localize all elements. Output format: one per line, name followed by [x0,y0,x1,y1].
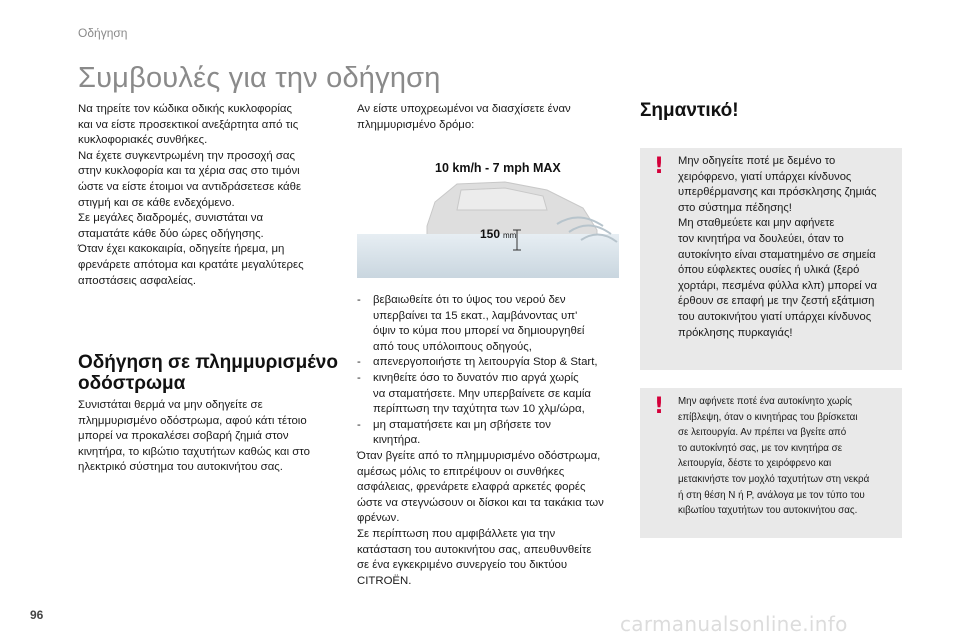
watermark: carmanualsonline.info [620,612,848,636]
warning-exclamation-icon: ! [654,154,665,179]
text-line: κινητήρα. [373,434,421,447]
text-line: Μην αφήνετε ποτέ ένα αυτοκίνητο χωρίς [678,396,852,407]
text-line: αποστάσεις ασφαλείας. [78,274,196,287]
text-line: επίβλεψη, όταν ο κινητήρας του βρίσκεται [678,411,858,423]
depth-unit: mm [503,231,517,240]
text-line: πλημμυρισμένο οδόστρωμα, αφού κάτι τέτοιο [78,414,307,427]
text-line: Όταν βγείτε από το πλημμυρισμένο οδόστρωμα, [357,449,601,462]
text-line: ώστε να είστε έτοιμοι να αντιδράσετεσε κάθε [78,180,302,193]
list-item [357,371,625,418]
text-line: κινητήρα, το κιβώτιο ταχυτήτων καθώς και στο [78,445,310,458]
warning-text [678,394,896,519]
text-line: μπορεί να προκαλέσει σοβαρή ζημιά στον [78,430,289,443]
depth-value: 150 [480,227,501,241]
bullet-dash: - [357,418,361,431]
text-line: το αυτοκίνητό σας, με τον κινητήρα σε [678,442,843,454]
text-line: ή στη θέση N ή P, ανάλογα με τον τύπο του [678,489,865,501]
forced-crossing-text [357,102,619,133]
text-line: υπερθέρμανσης και πρόσκλησης ζημιάς [678,186,877,199]
text-line: χορτάρι, πεσμένα φύλλα κλπ) μπορεί να [678,279,877,292]
text-line: CITROËN. [357,574,412,587]
warning-text [678,154,896,341]
text-line: χειρόφρενο, γιατί υπάρχει κίνδυνος [678,170,852,183]
text-line: Μην οδηγείτε ποτέ με δεμένο το [678,155,836,167]
text-line: σε λειτουργία. Αν πρέπει να βγείτε από [678,427,847,439]
flooded-road-heading: Οδήγηση σε πλημμυρισμένο οδόστρωμα [78,352,338,394]
text-line: ηλεκτρικό σύστημα του αυτοκινήτου σας. [78,461,283,474]
important-heading: Σημαντικό! [640,100,739,121]
text-line: κατάσταση του αυτοκινήτου σας, απευθυνθείτε [357,543,592,556]
text-line: σταματάτε κάθε δύο ώρες οδήγησης. [78,227,264,240]
text-line: από τους υπόλοιπους οδηγούς, [373,340,532,353]
text-line: Συνιστάται θερμά να μην οδηγείτε σε [78,399,263,411]
text-line: ώστε να στεγνώσουν οι δίσκοι και τα τακάκια των [357,496,604,509]
flooded-instructions [357,293,625,589]
text-line: περίπτωση την ταχύτητα των 10 χλμ/ώρα, [373,403,585,416]
text-line: όπου εύφλεκτες ουσίες ή υλικά (ξερό [678,264,860,277]
text-line: Αν είστε υποχρεωμένοι να διασχίσετε έναν [357,103,571,115]
section-label: Οδήγηση [78,26,128,40]
text-line: βεβαιωθείτε ότι το ύψος του νερού δεν [373,294,566,306]
text-line: να σταματήσετε. Μην υπερβαίνετε σε καμία [373,387,592,400]
intro-text [78,102,340,289]
text-line: υπερβαίνει τα 15 εκατ., λαμβάνοντας υπ' [373,309,578,322]
list-item [357,293,625,355]
text-line: λειτουργία, δέστε το χειρόφρενο και [678,458,832,470]
text-line: τον κινητήρα να δουλεύει, όταν το [678,232,844,245]
text-line: Να έχετε συγκεντρωμένη την προσοχή σας [78,149,295,162]
text-line: κιβωτίου ταχυτήτων του αυτοκινήτου σας. [678,505,858,517]
text-line: στο σύστημα πέδησης! [678,201,792,214]
list-item [357,355,625,371]
text-line: κυκλοφοριακές συνθήκες. [78,134,208,147]
text-line: ασφάλειας, φρενάρετε ελαφρά αρκετές φορές [357,481,586,494]
page-title: Συμβουλές για την οδήγηση [78,62,441,94]
bullet-dash: - [357,371,361,384]
text-line: αμέσως μόλις το επιτρέψουν οι συνθήκες [357,465,565,478]
flooded-intro-text [78,398,340,476]
text-line: απενεργοποιήστε τη λειτουργία Stop & Start, [373,356,598,369]
text-line: όψιν το κύμα που μπορεί να δημιουργηθεί [373,325,585,338]
text-line: μη σταματήσετε και μη σβήσετε τον [373,418,551,431]
speed-limit-label: 10 km/h - 7 mph MAX [435,161,561,175]
text-line: του αυτοκινήτου γιατί υπάρχει κίνδυνος [678,310,872,323]
text-line: Όταν έχει κακοκαιρία, οδηγείτε ήρεμα, μη [78,243,285,256]
text-line: Να τηρείτε τον κώδικα οδικής κυκλοφορίας [78,103,292,115]
warning-exclamation-icon: ! [654,394,665,419]
text-line: σε ένα εγκεκριμένο συνεργείο του δικτύου [357,559,568,572]
text-line: και να είστε προσεκτικοί ανεξάρτητα από τις [78,118,299,131]
bullet-dash: - [357,356,361,369]
page-number: 96 [30,608,44,622]
text-line: πλημμυρισμένο δρόμο: [357,118,475,131]
flooded-road-illustration [357,150,619,278]
warning-box-handbrake [640,148,902,370]
text-line: Σε περίπτωση που αμφιβάλλετε για την [357,527,556,540]
text-line: στην κυκλοφορία και τα χέρια σας στο τιμόνι [78,165,300,178]
text-line: έρθουν σε επαφή με την ζεστή εξάτμιση [678,295,875,308]
text-line: κινηθείτε όσο το δυνατόν πιο αργά χωρίς [373,371,579,384]
warning-box-unattended [640,388,902,538]
bullet-dash: - [357,294,361,306]
text-line: Μη σταθμεύετε και μην αφήνετε [678,217,835,230]
text-line: μετακινήστε τον μοχλό ταχυτήτων στη νεκρά [678,473,870,485]
text-line: φρενάρετε απότομα και κρατάτε μεγαλύτερες [78,258,304,271]
text-line: Σε μεγάλες διαδρομές, συνιστάται να [78,212,264,225]
text-line: πρόκλησης πυρκαγιάς! [678,326,793,339]
list-item [357,418,625,449]
text-line: στιγμή και σε κάθε ενδεχόμενο. [78,196,235,209]
text-line: αυτοκίνητο είναι σταματημένο σε σημεία [678,248,876,261]
text-line: φρένων. [357,512,400,525]
